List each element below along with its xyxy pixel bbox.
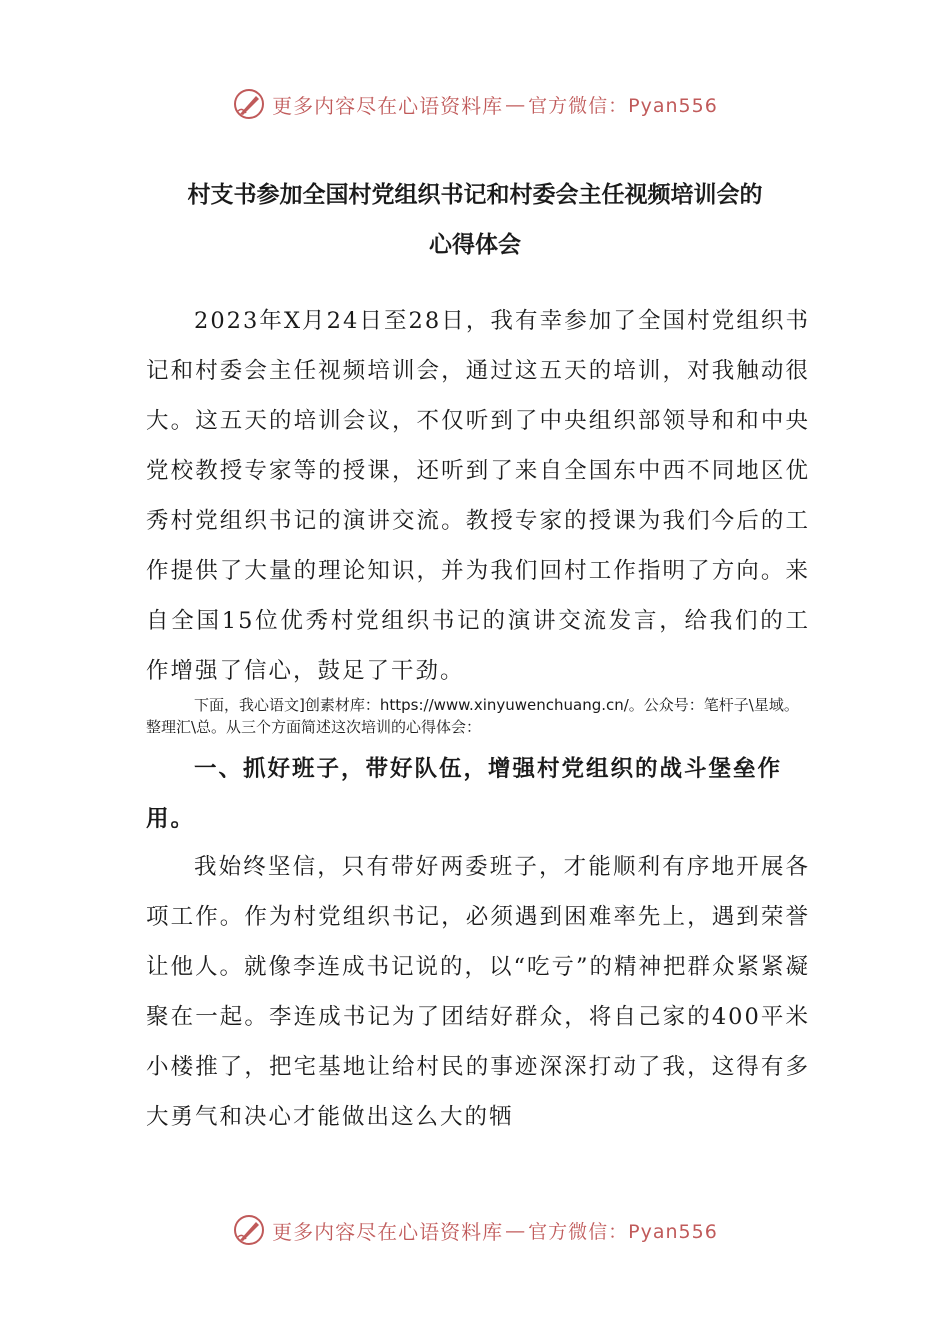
banner-text: 更多内容尽在心语资料库 — [272, 1219, 504, 1244]
banner-separator: — — [505, 92, 527, 116]
document-title-line2: 心得体会 — [429, 232, 521, 258]
document-title-line1: 村支书参加全国村党组织书记和村委会主任视频培训会的 — [187, 182, 763, 208]
pen-logo-icon — [232, 1213, 266, 1247]
header-banner — [0, 84, 950, 124]
footer-banner — [0, 1210, 950, 1250]
intro-paragraph: 2023年X月24日至28日，我有幸参加了全国村党组织书记和村委会主任视频培训会，通过这五天的培训，对我触动很大。这五天的培训会议，不仅听到了中央组织部领导和和中央党校教授专家等的授课，还听到了来自全国东中西不同地区优秀村党组织书记的演讲交流。教授专家的授课为我们今后的工作提供了大量的理论知识，并为我们回村工作指明了方向。来自全国15位优秀村党组织书记的演讲交流发言，给我们的工作增强了信心，鼓足了干劲。 — [146, 308, 810, 684]
banner-separator: — — [505, 1218, 527, 1242]
banner-text: 更多内容尽在心语资料库 — [272, 93, 504, 118]
pen-logo-icon — [232, 87, 266, 121]
banner-wechat: 官方微信：Pyan556 — [528, 1220, 718, 1243]
section-heading-1: 一、抓好班子，带好队伍，增强村党组织的战斗堡垒作用。 — [146, 756, 783, 832]
section-body-1: 我始终坚信，只有带好两委班子，才能顺利有序地开展各项工作。作为村党组织书记，必须遇到困难率先上，遇到荣誉让他人。就像李连成书记说的，以“吃亏”的精神把群众紧紧凝聚在一起。李连成书记为了团结好群众，将自己家的400平米小楼推了，把宅基地让给村民的事迹深深打动了我，这得有多大勇气和决心才能做出这么大的牺 — [146, 854, 811, 1130]
source-note: 下面，我心语文]创素材库：https://www.xinyuwenchuang.cn/。公众号：笔杆子\星域。整理汇\总。从三个方面简述这次培训的心得体会： — [146, 696, 799, 736]
banner-wechat: 官方微信：Pyan556 — [528, 94, 718, 117]
